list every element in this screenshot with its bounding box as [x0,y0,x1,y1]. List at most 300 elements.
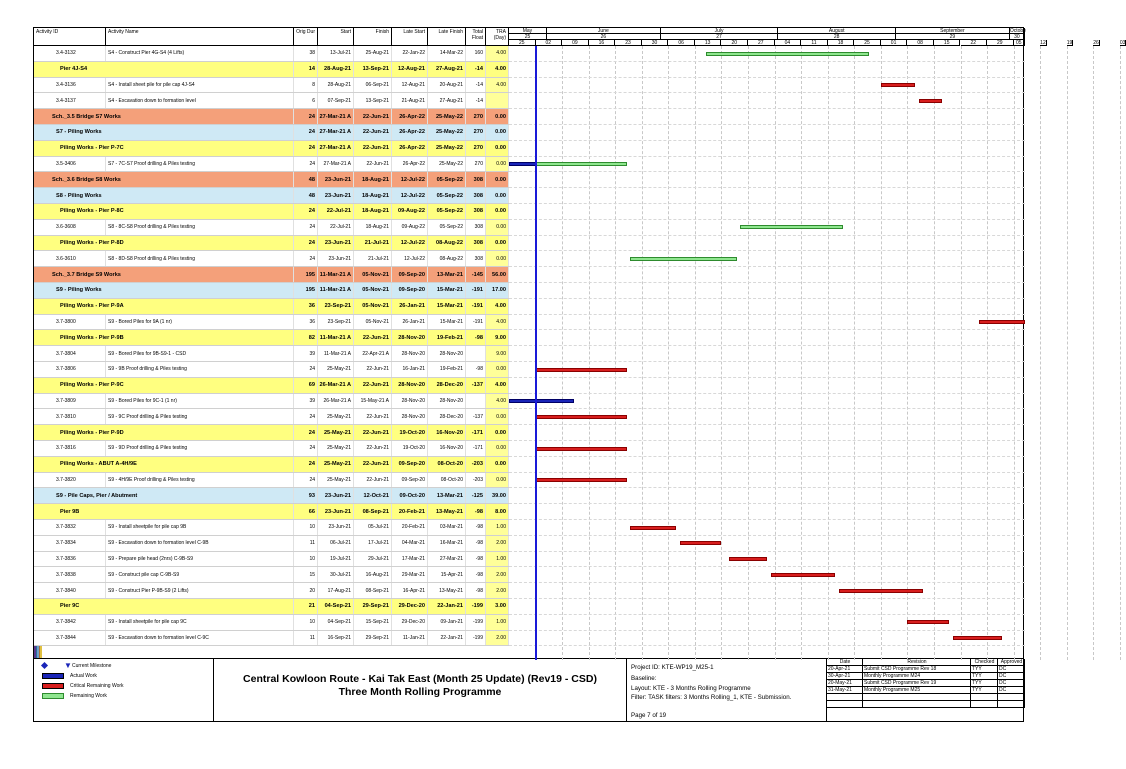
cell-ls: 26-Apr-22 [392,157,428,172]
cell-start: 25-May-21 [318,425,354,440]
revision-cell-empty [827,694,863,701]
cell-start: 23-Sep-21 [318,299,354,314]
cell-name: Pier 9B [58,504,294,519]
cell-start: 25-May-21 [318,362,354,377]
cell-dur: 48 [294,172,318,187]
cell-name: S9 - Excavation down to formation level C-9B [106,536,294,551]
cell-id: 3.7-3806 [42,362,106,377]
cell-tf: -171 [466,425,486,440]
cell-tf: 308 [466,251,486,266]
cell-dur: 10 [294,520,318,535]
gantt-gridline [854,46,855,660]
cell-start: 04-Sep-21 [318,599,354,614]
cell-ls: 19-Oct-20 [392,441,428,456]
cell-finish: 05-Nov-21 [354,283,392,298]
cell-dur: 195 [294,283,318,298]
gantt-row-line [509,598,1025,599]
cell-ls: 12-Jul-22 [392,188,428,203]
cell-finish: 15-Sep-21 [354,615,392,630]
cell-start: 23-Jun-21 [318,188,354,203]
cell-lf: 08-Aug-22 [428,251,466,266]
cell-dur: 24 [294,362,318,377]
cell-tf: -14 [466,93,486,108]
cell-ls: 29-Dec-20 [392,615,428,630]
cell-dur: 24 [294,220,318,235]
table-row [34,188,509,204]
cell-id: 3.7-3844 [42,631,106,646]
cell-tra: 0.00 [486,441,509,456]
gantt-bar-red [536,478,627,482]
timescale-day: 23 [615,40,642,46]
cell-ls: 12-Aug-21 [392,62,428,77]
cell-lf: 25-May-22 [428,157,466,172]
revision-cell: DC [998,687,1025,694]
cell-id: 3.7-3810 [42,409,106,424]
cell-dur: 24 [294,157,318,172]
table-row [34,204,509,220]
cell-tf: -137 [466,409,486,424]
cell-name: Piling Works - Pier P-9B [58,330,294,345]
gantt-bar-red [680,541,722,545]
timescale-week: 29 [896,34,1010,40]
cell-dur: 24 [294,457,318,472]
cell-name: S9 - 9C Proof drilling & Piles testing [106,409,294,424]
cell-dur: 11 [294,536,318,551]
revision-cell: Monthly Programme M24 [863,673,971,680]
cell-start: 25-May-21 [318,457,354,472]
table-row [34,583,509,599]
cell-tf: 270 [466,141,486,156]
cell-tf: -14 [466,62,486,77]
cell-start: 23-Jun-21 [318,520,354,535]
table-row [34,473,509,489]
cell-start: 11-Mar-21 A [318,330,354,345]
gantt-gridline [589,46,590,660]
cell-name: S8 - Piling Works [54,188,294,203]
table-row [34,46,509,62]
cell-start: 25-May-21 [318,473,354,488]
timescale-day: 09 [562,40,589,46]
gantt-row-line [509,551,1025,552]
cell-dur: 8 [294,78,318,93]
legend-box [34,659,214,721]
timescale-day: 04 [775,40,802,46]
cell-name: Piling Works - Pier P-9C [58,378,294,393]
legend-label: Actual Work [70,673,97,679]
cell-lf: 22-Jan-21 [428,599,466,614]
cell-tf: -191 [466,315,486,330]
table-row [34,378,509,394]
cell-start: 23-Jun-21 [318,172,354,187]
gantt-row-line [509,424,1025,425]
table-row [34,520,509,536]
gantt-gridline [668,46,669,660]
table-row [34,109,509,125]
cell-tf: 308 [466,220,486,235]
cell-name: S9 - Install sheetpile for pile cap 9B [106,520,294,535]
timescale-day: 18 [828,40,855,46]
gantt-bar-blue [509,399,574,403]
cell-name: Pier 4J-S4 [58,62,294,77]
gantt-row-line [509,345,1025,346]
timescale-day: 25 [509,40,536,46]
cell-tra: 0.00 [486,251,509,266]
revision-cell-empty [827,701,863,708]
gantt-gridline [1040,46,1041,660]
table-row [34,425,509,441]
revision-cell: DC [998,666,1025,673]
cell-finish: 22-Jun-21 [354,457,392,472]
cell-tra: 4.00 [486,315,509,330]
cell-lf: 15-Apr-21 [428,567,466,582]
cell-lf: 22-Jan-21 [428,631,466,646]
cell-lf: 14-Mar-22 [428,46,466,61]
cell-tf: -203 [466,457,486,472]
gantt-row-line [509,535,1025,536]
gantt-gridline [828,46,829,660]
cell-name: S9 - Piling Works [54,283,294,298]
cell-name: Sch._3.6 Bridge S8 Works [50,172,294,187]
cell-tra: 1.00 [486,552,509,567]
legend-symbol-milestone: ▼ [42,664,72,669]
cell-tf: -98 [466,362,486,377]
table-row [34,157,509,173]
gantt-row-line [509,250,1025,251]
cell-lf: 08-Oct-20 [428,457,466,472]
table-row [34,488,509,504]
gantt-bar-red [953,636,1002,640]
revision-cell: 20-Apr-21 [827,666,863,673]
cell-start: 25-May-21 [318,409,354,424]
gantt-row-line [509,377,1025,378]
timescale-month: Octobe [1009,28,1026,34]
column-header-finish: Finish [354,28,392,46]
schedule-frame [33,27,1126,659]
revision-cell: 20-May-21 [827,680,863,687]
cell-ls: 26-Apr-22 [392,109,428,124]
cell-tf: 270 [466,157,486,172]
cell-start: 07-Sep-21 [318,93,354,108]
cell-tf: 270 [466,109,486,124]
column-header-dur: Orig Dur [294,28,318,46]
timescale-month: July [661,28,779,34]
cell-dur: 20 [294,583,318,598]
cell-dur: 15 [294,567,318,582]
timescale-day: 13 [695,40,722,46]
cell-start: 11-Mar-21 A [318,283,354,298]
table-row [34,330,509,346]
cell-lf: 05-Sep-22 [428,188,466,203]
cell-start: 11-Mar-21 A [318,346,354,361]
timescale-day: 02 [536,40,563,46]
data-date-line [535,46,537,660]
gantt-bar-red [536,415,627,419]
cell-dur: 69 [294,378,318,393]
gantt-bar-red [881,83,915,87]
revision-cell-empty [863,701,971,708]
cell-name: S4 - Install sheet pile for pile cap 4J-S4 [106,78,294,93]
cell-dur: 24 [294,441,318,456]
table-row [34,236,509,252]
gantt-gridline [615,46,616,660]
cell-name: S4 - Construct Pier 4G-S4 (4 Lifts) [106,46,294,61]
revision-header: Checked [971,659,998,666]
cell-finish: 29-Jul-21 [354,552,392,567]
cell-finish: 08-Sep-21 [354,504,392,519]
cell-ls: 09-Sep-20 [392,473,428,488]
gantt-row-line [509,314,1025,315]
gantt-row-line [509,566,1025,567]
cell-finish: 22-Jun-21 [354,378,392,393]
cell-lf: 19-Feb-21 [428,330,466,345]
gantt-row-line [509,519,1025,520]
cell-dur: 24 [294,236,318,251]
cell-id: 3.7-3840 [42,583,106,598]
gantt-gridline [881,46,882,660]
cell-dur: 10 [294,615,318,630]
gantt-row-line [509,440,1025,441]
gantt-row-line [509,582,1025,583]
cell-tf: -203 [466,473,486,488]
cell-dur: 21 [294,599,318,614]
cell-dur: 24 [294,425,318,440]
cell-id: 3.6-3608 [42,220,106,235]
cell-id: 3.7-3836 [42,552,106,567]
table-row [34,615,509,631]
cell-ls: 12-Jul-22 [392,236,428,251]
timescale-day: 06 [668,40,695,46]
cell-lf: 20-Aug-21 [428,78,466,93]
cell-ls: 29-Mar-21 [392,567,428,582]
table-row [34,172,509,188]
cell-lf: 27-Aug-21 [428,93,466,108]
revision-cell: TYY [971,666,998,673]
cell-finish: 22-Jun-21 [354,109,392,124]
cell-finish: 22-Jun-21 [354,441,392,456]
cell-id: 3.4-3137 [42,93,106,108]
gantt-gridline [748,46,749,660]
cell-ls: 28-Nov-20 [392,409,428,424]
timescale-day: 26 [1093,40,1099,46]
cell-start: 30-Jul-21 [318,567,354,582]
column-header-start: Start [318,28,354,46]
cell-start: 27-Mar-21 A [318,125,354,140]
cell-tra [486,93,509,108]
column-header-tra: TRA (Day) [486,28,509,46]
timescale-month: September [896,28,1010,34]
gantt-gridline [695,46,696,660]
gantt-row-line [509,298,1025,299]
timescale-day: 22 [961,40,988,46]
cell-ls: 28-Nov-20 [392,346,428,361]
cell-ls: 09-Aug-22 [392,204,428,219]
cell-start: 17-Aug-21 [318,583,354,598]
cell-dur: 82 [294,330,318,345]
cell-name: S7 - Piling Works [54,125,294,140]
cell-id: 3.4-3132 [42,46,106,61]
revision-cell: Monthly Programme M25 [863,687,971,694]
timescale-week: 30 [1010,34,1025,40]
table-row [34,394,509,410]
cell-tf: 160 [466,46,486,61]
cell-tra: 0.00 [486,220,509,235]
table-row [34,220,509,236]
cell-tf [466,346,486,361]
legend-symbol-remaining [42,693,64,699]
cell-start: 22-Jul-21 [318,204,354,219]
gantt-gridline [907,46,908,660]
cell-lf: 16-Nov-20 [428,425,466,440]
cell-finish: 06-Sep-21 [354,78,392,93]
cell-tra: 0.00 [486,109,509,124]
page-number: Page 7 of 19 [631,712,667,719]
timescale-day: 15 [934,40,961,46]
cell-start: 27-Mar-21 A [318,157,354,172]
cell-name: Piling Works - Pier P-7C [58,141,294,156]
revision-cell-empty [998,701,1025,708]
revision-cell: Submit CSD Programme Rev 18 [863,666,971,673]
cell-start: 23-Jun-21 [318,236,354,251]
gantt-gridline [1120,46,1121,660]
cell-ls: 11-Jan-21 [392,631,428,646]
cell-name: S8 - 8D-S8 Proof drilling & Piles testing [106,251,294,266]
cell-tf: -98 [466,504,486,519]
cell-id: 3.7-3842 [42,615,106,630]
gantt-bar-red [979,320,1025,324]
revision-cell: DC [998,673,1025,680]
cell-tf: -125 [466,488,486,503]
cell-name: S9 - Excavation down to formation level C-9C [106,631,294,646]
cell-tf: 308 [466,172,486,187]
gantt-row-line [509,630,1025,631]
table-row [34,125,509,141]
gantt-bar-red [729,557,767,561]
timescale-day: 16 [589,40,616,46]
cell-id: 3.7-3838 [42,567,106,582]
cell-ls: 09-Aug-22 [392,220,428,235]
cell-ls: 26-Jan-21 [392,315,428,330]
timescale-day: 08 [907,40,934,46]
cell-ls: 09-Sep-20 [392,267,428,282]
timescale-day: 12 [1040,40,1046,46]
cell-tra: 8.00 [486,504,509,519]
cell-dur: 24 [294,109,318,124]
gantt-row-line [509,487,1025,488]
gantt-gridline [562,46,563,660]
cell-lf: 03-Mar-21 [428,520,466,535]
timescale-week: 26 [547,34,661,40]
cell-lf: 13-May-21 [428,583,466,598]
cell-tf: -98 [466,583,486,598]
cell-finish: 29-Sep-21 [354,631,392,646]
cell-ls: 21-Aug-21 [392,93,428,108]
gantt-gridline [1093,46,1094,660]
cell-dur: 24 [294,251,318,266]
table-row [34,283,509,299]
cell-ls: 16-Jan-21 [392,362,428,377]
gantt-gridline [987,46,988,660]
cell-finish: 22-Jun-21 [354,330,392,345]
cell-tra: 3.00 [486,599,509,614]
cell-dur: 24 [294,204,318,219]
timescale-week: 28 [778,34,896,40]
cell-dur: 24 [294,409,318,424]
gantt-row-line [509,393,1025,394]
cell-lf: 28-Dec-20 [428,378,466,393]
cell-tra: 0.00 [486,425,509,440]
cell-ls: 29-Dec-20 [392,599,428,614]
gantt-row-line [509,361,1025,362]
gantt-gridline [775,46,776,660]
gantt-row-line [509,187,1025,188]
table-row [34,409,509,425]
table-row [34,362,509,378]
cell-ls: 12-Jul-22 [392,251,428,266]
cell-start: 11-Mar-21 A [318,267,354,282]
cell-dur: 10 [294,552,318,567]
gantt-row-line [509,171,1025,172]
cell-tra: 39.00 [486,488,509,503]
cell-tra: 9.00 [486,346,509,361]
cell-name: S9 - 9B Proof drilling & Piles testing [106,362,294,377]
cell-tra: 56.00 [486,267,509,282]
cell-finish: 18-Aug-21 [354,220,392,235]
table-row [34,299,509,315]
cell-id: 3.6-3610 [42,251,106,266]
gantt-bar-red [771,573,836,577]
cell-tra: 2.00 [486,567,509,582]
cell-dur: 36 [294,315,318,330]
cell-start: 28-Aug-21 [318,78,354,93]
cell-start: 27-Mar-21 A [318,109,354,124]
cell-name: Piling Works - ABUT A-4H/9E [58,457,294,472]
revision-box [827,659,1025,721]
table-row [34,552,509,568]
revision-cell: 31-May-21 [827,687,863,694]
column-header-lf: Late Finish [428,28,466,46]
cell-tf: -199 [466,599,486,614]
layout-label: Layout: KTE - 3 Months Rolling Programme [631,685,751,692]
gantt-bar-green [536,162,627,166]
cell-finish: 22-Jun-21 [354,141,392,156]
cell-lf: 27-Mar-21 [428,552,466,567]
cell-tra: 0.00 [486,457,509,472]
table-row [34,441,509,457]
cell-lf: 16-Mar-21 [428,536,466,551]
cell-tra: 0.00 [486,172,509,187]
revision-cell-empty [971,694,998,701]
cell-name: Sch._3.5 Bridge S7 Works [50,109,294,124]
cell-ls: 12-Jul-22 [392,172,428,187]
cell-tra: 17.00 [486,283,509,298]
legend-symbol-actual [42,673,64,679]
cell-start: 06-Jul-21 [318,536,354,551]
gantt-row-line [509,124,1025,125]
cell-start: 23-Jun-21 [318,251,354,266]
cell-tf: -98 [466,552,486,567]
cell-tra: 4.00 [486,299,509,314]
cell-tf: -171 [466,441,486,456]
revision-header: Date [827,659,863,666]
cell-tf: -98 [466,330,486,345]
legend-item [42,662,111,670]
gantt-row-line [509,156,1025,157]
gantt-gridline [1067,46,1068,660]
timescale-day: 05 [1014,40,1025,46]
cell-tra: 1.00 [486,520,509,535]
cell-name: S9 - 4H/9E Proof drilling & Piles testing [106,473,294,488]
cell-lf: 15-Mar-21 [428,315,466,330]
